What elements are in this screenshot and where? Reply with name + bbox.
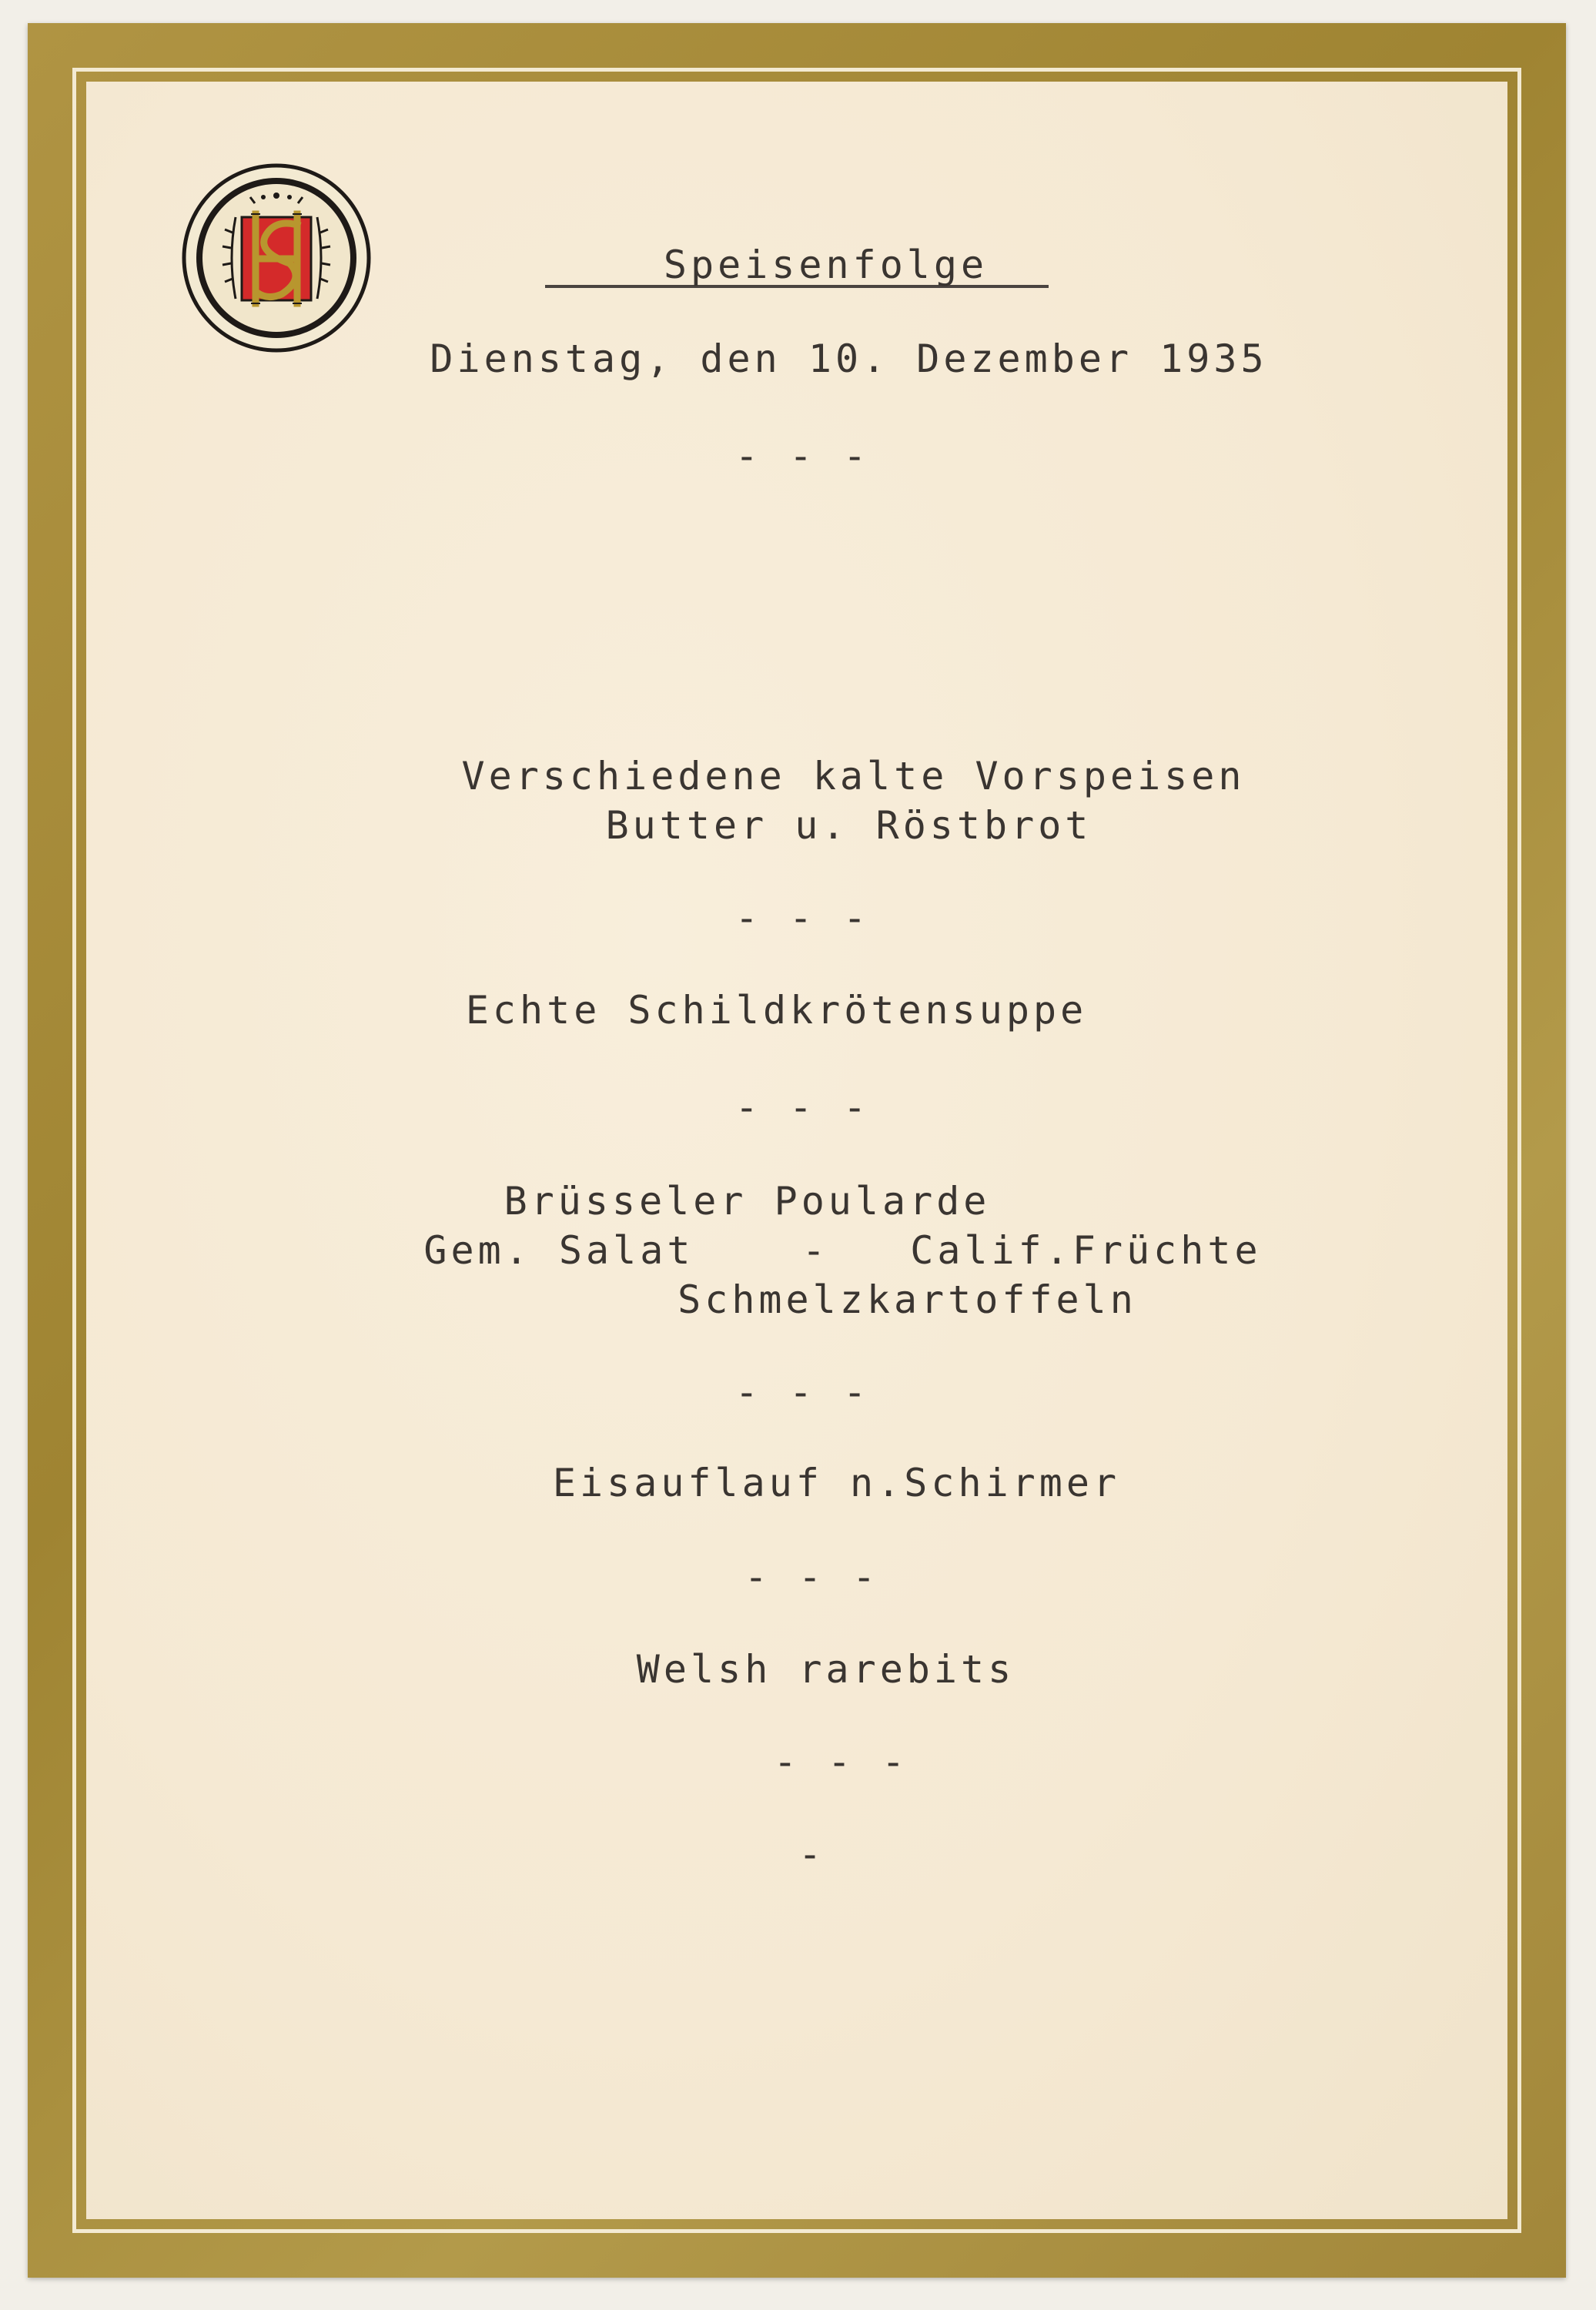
menu-date: Dienstag, den 10. Dezember 1935 [430,336,1268,381]
course-main-line-1: Brüsseler Poularde [504,1179,991,1224]
course-dessert: Eisauflauf n.Schirmer [552,1461,1121,1505]
course-separator: - - - [734,1085,871,1130]
course-starter-line-2: Butter u. Röstbrot [605,803,1092,848]
course-savoury: Welsh rarebits [636,1647,1015,1692]
course-separator: - - - [734,1370,871,1414]
final-dash: - [798,1832,826,1876]
course-soup: Echte Schildkrötensuppe [465,988,1088,1033]
course-separator: - - - [734,896,871,940]
course-starter-line-1: Verschiedene kalte Vorspeisen [461,754,1246,798]
card-paper [86,82,1507,2219]
course-main-line-3: Schmelzkartoffeln [678,1277,1137,1322]
course-separator: - - - [773,1739,909,1784]
menu-title: Speisenfolge [663,243,989,287]
course-main-line-2: Gem. Salat - Calif.Früchte [423,1228,1262,1273]
course-separator: - - - [734,434,871,478]
course-separator: - - - [744,1555,880,1599]
